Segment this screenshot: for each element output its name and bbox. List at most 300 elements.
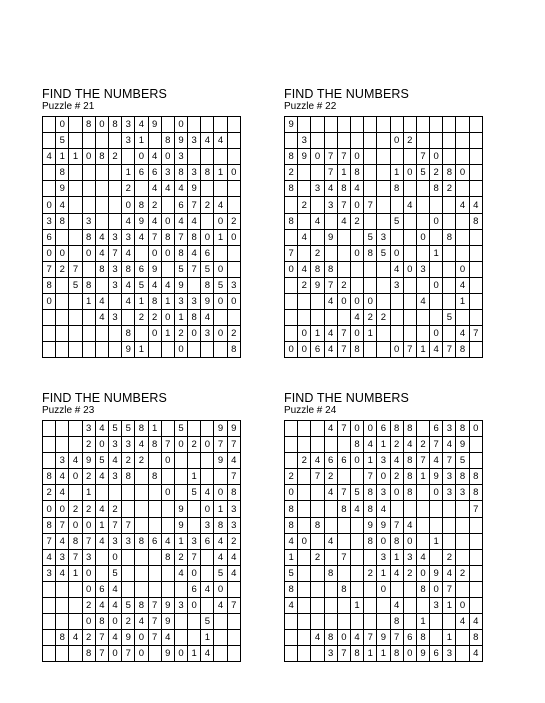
grid-cell: 0 — [350, 326, 363, 342]
grid-cell: 8 — [285, 181, 298, 197]
grid-cell: 4 — [390, 261, 403, 277]
grid-cell: 2 — [148, 310, 161, 326]
grid-cell — [214, 149, 227, 165]
grid-cell — [456, 630, 469, 646]
grid-cell: 4 — [135, 229, 148, 245]
grid-cell — [201, 181, 214, 197]
grid-cell: 8 — [364, 485, 377, 501]
grid-cell — [108, 213, 121, 229]
grid-cell — [469, 165, 482, 181]
grid-cell — [298, 165, 311, 181]
grid-row — [43, 437, 241, 453]
grid-row — [43, 294, 241, 310]
grid-cell — [430, 310, 443, 326]
grid-cell: 4 — [403, 197, 416, 213]
grid-cell: 1 — [135, 294, 148, 310]
grid-cell — [443, 326, 456, 342]
grid-cell — [377, 165, 390, 181]
puzzle-label: Puzzle # — [284, 405, 323, 416]
grid-cell: 0 — [82, 614, 95, 630]
grid-cell: 8 — [108, 117, 121, 133]
grid-cell: 8 — [69, 533, 82, 549]
grid-cell — [416, 277, 429, 293]
grid-cell: 7 — [443, 453, 456, 469]
grid-cell — [377, 342, 390, 358]
grid-cell — [469, 133, 482, 149]
grid-cell: 0 — [95, 437, 108, 453]
grid-cell — [443, 197, 456, 213]
grid-cell: 9 — [148, 117, 161, 133]
grid-cell — [364, 133, 377, 149]
grid-cell: 2 — [285, 165, 298, 181]
grid-row — [43, 342, 241, 358]
grid-cell: 9 — [311, 277, 324, 293]
grid-cell — [311, 165, 324, 181]
grid-row — [285, 581, 483, 597]
grid-cell: 9 — [227, 421, 240, 437]
grid-cell: 0 — [56, 245, 69, 261]
grid-cell: 2 — [337, 277, 350, 293]
grid-cell — [324, 598, 337, 614]
grid-cell — [430, 630, 443, 646]
grid-cell — [161, 342, 174, 358]
grid-cell: 0 — [403, 533, 416, 549]
grid-cell: 7 — [148, 229, 161, 245]
grid-cell — [324, 437, 337, 453]
grid-cell: 2 — [108, 501, 121, 517]
grid-cell — [456, 533, 469, 549]
grid-cell — [456, 549, 469, 565]
grid-cell: 4 — [56, 533, 69, 549]
grid-cell: 3 — [188, 165, 201, 181]
grid-cell — [469, 261, 482, 277]
grid-cell: 9 — [214, 421, 227, 437]
grid-cell: 1 — [188, 646, 201, 662]
grid-cell — [227, 310, 240, 326]
grid-cell: 7 — [337, 326, 350, 342]
grid-cell — [377, 213, 390, 229]
grid-cell: 4 — [324, 485, 337, 501]
grid-cell — [161, 517, 174, 533]
grid-cell — [390, 294, 403, 310]
grid-cell: 0 — [188, 565, 201, 581]
grid-cell: 4 — [122, 294, 135, 310]
grid-cell — [69, 245, 82, 261]
grid-cell — [403, 149, 416, 165]
grid-cell: 0 — [161, 453, 174, 469]
grid-cell: 7 — [337, 149, 350, 165]
grid-cell: 8 — [285, 149, 298, 165]
grid-cell: 0 — [69, 517, 82, 533]
grid-cell — [430, 517, 443, 533]
grid-cell — [403, 326, 416, 342]
grid-cell — [469, 342, 482, 358]
grid-cell — [324, 517, 337, 533]
grid-cell: 0 — [298, 533, 311, 549]
grid-cell: 8 — [43, 469, 56, 485]
grid-cell — [95, 133, 108, 149]
grid-cell: 3 — [188, 294, 201, 310]
grid-cell — [324, 117, 337, 133]
grid-cell — [403, 277, 416, 293]
grid-cell — [56, 326, 69, 342]
grid-cell: 3 — [161, 165, 174, 181]
grid-cell — [214, 469, 227, 485]
grid-cell — [311, 646, 324, 662]
grid-cell: 4 — [122, 213, 135, 229]
grid-cell: 8 — [456, 342, 469, 358]
puzzle-block — [42, 391, 241, 662]
grid-cell: 4 — [416, 294, 429, 310]
grid-cell: 0 — [390, 133, 403, 149]
grid-cell: 0 — [122, 197, 135, 213]
grid-cell — [350, 277, 363, 293]
grid-cell: 2 — [350, 213, 363, 229]
grid-cell — [337, 117, 350, 133]
grid-cell: 8 — [95, 261, 108, 277]
grid-cell: 4 — [443, 565, 456, 581]
grid-cell — [390, 229, 403, 245]
grid-cell — [311, 229, 324, 245]
grid-cell — [285, 229, 298, 245]
grid-cell — [311, 133, 324, 149]
grid-cell — [82, 197, 95, 213]
grid-cell: 0 — [43, 501, 56, 517]
grid-cell — [337, 533, 350, 549]
grid-cell: 7 — [43, 533, 56, 549]
grid-cell — [298, 565, 311, 581]
grid-cell — [201, 149, 214, 165]
grid-cell — [416, 501, 429, 517]
grid-cell: 4 — [298, 261, 311, 277]
grid-cell — [456, 245, 469, 261]
grid-cell: 4 — [324, 326, 337, 342]
grid-cell — [227, 646, 240, 662]
grid-cell — [148, 501, 161, 517]
grid-cell: 7 — [364, 469, 377, 485]
grid-cell — [311, 294, 324, 310]
grid-cell: 3 — [188, 133, 201, 149]
grid-cell: 6 — [337, 453, 350, 469]
grid-cell — [430, 294, 443, 310]
grid-cell: 4 — [43, 549, 56, 565]
grid-cell: 1 — [174, 533, 187, 549]
grid-cell — [69, 646, 82, 662]
grid-cell — [56, 581, 69, 597]
grid-cell: 0 — [350, 453, 363, 469]
grid-cell: 2 — [443, 181, 456, 197]
grid-cell: 0 — [214, 294, 227, 310]
grid-cell: 4 — [350, 181, 363, 197]
grid-cell: 2 — [285, 469, 298, 485]
grid-cell — [56, 614, 69, 630]
grid-cell — [364, 261, 377, 277]
grid-cell: 6 — [430, 421, 443, 437]
grid-cell — [298, 517, 311, 533]
grid-cell: 3 — [43, 213, 56, 229]
grid-cell: 8 — [456, 421, 469, 437]
grid-cell — [122, 310, 135, 326]
grid-cell: 4 — [324, 421, 337, 437]
grid-cell: 2 — [443, 549, 456, 565]
grid-cell: 6 — [403, 630, 416, 646]
puzzle-number: 21 — [83, 101, 95, 112]
grid-cell: 7 — [227, 469, 240, 485]
grid-cell: 2 — [201, 197, 214, 213]
grid-cell: 4 — [227, 549, 240, 565]
grid-cell: 7 — [337, 646, 350, 662]
grid-cell — [82, 181, 95, 197]
grid-row — [285, 533, 483, 549]
grid-cell — [69, 165, 82, 181]
grid-cell — [122, 565, 135, 581]
grid-row — [43, 197, 241, 213]
grid-cell — [227, 581, 240, 597]
grid-cell: 8 — [390, 533, 403, 549]
grid-cell: 7 — [403, 342, 416, 358]
grid-cell — [337, 310, 350, 326]
grid-cell: 0 — [188, 598, 201, 614]
grid-cell: 4 — [56, 197, 69, 213]
grid-cell — [285, 197, 298, 213]
grid-cell: 3 — [377, 453, 390, 469]
grid-row — [43, 261, 241, 277]
grid-row — [43, 165, 241, 181]
grid-cell: 4 — [227, 453, 240, 469]
grid-cell — [377, 133, 390, 149]
puzzle-number: 23 — [83, 405, 95, 416]
grid-cell — [122, 581, 135, 597]
grid-cell — [456, 310, 469, 326]
grid-cell: 4 — [456, 614, 469, 630]
grid-cell — [285, 630, 298, 646]
grid-cell — [135, 245, 148, 261]
grid-row — [43, 630, 241, 646]
grid-cell: 4 — [95, 229, 108, 245]
grid-cell — [82, 133, 95, 149]
grid-cell — [430, 614, 443, 630]
grid-row — [285, 149, 483, 165]
grid-cell: 8 — [227, 485, 240, 501]
grid-row — [285, 245, 483, 261]
grid-cell: 9 — [174, 517, 187, 533]
grid-cell: 5 — [377, 245, 390, 261]
grid-cell: 7 — [188, 197, 201, 213]
grid-cell: 0 — [214, 326, 227, 342]
grid-cell — [148, 485, 161, 501]
grid-cell: 0 — [430, 213, 443, 229]
puzzle-block — [284, 87, 483, 358]
grid-cell: 8 — [122, 261, 135, 277]
grid-cell: 0 — [350, 197, 363, 213]
grid-cell: 7 — [69, 261, 82, 277]
grid-cell: 8 — [324, 261, 337, 277]
grid-cell — [69, 197, 82, 213]
grid-cell — [430, 117, 443, 133]
grid-cell — [350, 614, 363, 630]
grid-cell — [122, 485, 135, 501]
grid-cell: 1 — [416, 342, 429, 358]
grid-cell: 0 — [456, 598, 469, 614]
grid-cell: 1 — [161, 294, 174, 310]
grid-cell — [298, 245, 311, 261]
grid-cell: 3 — [82, 549, 95, 565]
grid-cell — [174, 581, 187, 597]
grid-cell: 4 — [214, 197, 227, 213]
grid-cell: 0 — [416, 565, 429, 581]
grid-cell: 7 — [285, 245, 298, 261]
grid-cell — [285, 614, 298, 630]
grid-cell: 3 — [174, 598, 187, 614]
grid-cell: 8 — [135, 533, 148, 549]
grid-cell — [350, 117, 363, 133]
grid-cell: 0 — [135, 630, 148, 646]
grid-cell: 0 — [82, 565, 95, 581]
grid-cell: 9 — [201, 294, 214, 310]
grid-row — [43, 565, 241, 581]
grid-cell — [188, 117, 201, 133]
grid-cell: 0 — [43, 294, 56, 310]
grid-cell: 4 — [469, 197, 482, 213]
grid-cell — [337, 245, 350, 261]
grid-cell: 4 — [214, 598, 227, 614]
grid-cell — [148, 133, 161, 149]
grid-cell: 0 — [201, 501, 214, 517]
grid-cell: 6 — [135, 261, 148, 277]
grid-cell: 8 — [148, 437, 161, 453]
grid-cell — [214, 646, 227, 662]
grid-cell: 3 — [108, 437, 121, 453]
grid-cell — [285, 326, 298, 342]
grid-cell — [416, 197, 429, 213]
grid-cell — [82, 342, 95, 358]
grid-cell: 3 — [122, 133, 135, 149]
grid-cell: 1 — [430, 533, 443, 549]
grid-cell: 8 — [324, 565, 337, 581]
grid-cell: 9 — [416, 646, 429, 662]
grid-cell: 8 — [201, 165, 214, 181]
grid-cell: 8 — [430, 181, 443, 197]
grid-cell: 9 — [161, 614, 174, 630]
grid-cell: 1 — [69, 565, 82, 581]
grid-cell — [201, 117, 214, 133]
grid-cell — [416, 117, 429, 133]
grid-cell — [56, 229, 69, 245]
grid-cell — [43, 133, 56, 149]
grid-cell: 8 — [337, 501, 350, 517]
grid-cell — [69, 598, 82, 614]
grid-cell: 3 — [403, 549, 416, 565]
grid-cell: 8 — [135, 197, 148, 213]
grid-cell: 8 — [82, 646, 95, 662]
grid-cell — [390, 197, 403, 213]
grid-cell — [298, 646, 311, 662]
grid-cell — [364, 614, 377, 630]
grid-cell — [311, 598, 324, 614]
grid-cell — [56, 421, 69, 437]
grid-cell — [377, 197, 390, 213]
grid-cell: 0 — [350, 421, 363, 437]
grid-cell: 5 — [456, 453, 469, 469]
grid-cell — [95, 565, 108, 581]
grid-row — [285, 598, 483, 614]
puzzle-number-line — [42, 405, 241, 417]
grid-cell — [298, 501, 311, 517]
grid-row — [285, 261, 483, 277]
grid-cell: 1 — [456, 294, 469, 310]
grid-cell: 3 — [122, 229, 135, 245]
grid-cell: 8 — [56, 213, 69, 229]
grid-cell: 6 — [148, 533, 161, 549]
grid-cell: 0 — [135, 149, 148, 165]
grid-cell: 4 — [188, 245, 201, 261]
grid-cell: 2 — [364, 310, 377, 326]
grid-row — [285, 630, 483, 646]
grid-cell: 9 — [161, 598, 174, 614]
grid-cell — [364, 342, 377, 358]
grid-cell: 3 — [188, 533, 201, 549]
grid-cell: 1 — [390, 165, 403, 181]
grid-cell: 0 — [108, 614, 121, 630]
grid-cell: 3 — [82, 213, 95, 229]
grid-cell: 3 — [227, 501, 240, 517]
grid-cell — [69, 485, 82, 501]
grid-cell: 2 — [135, 453, 148, 469]
grid-cell: 4 — [298, 229, 311, 245]
grid-cell — [364, 598, 377, 614]
grid-cell: 7 — [174, 229, 187, 245]
grid-cell — [403, 614, 416, 630]
grid-cell: 4 — [56, 565, 69, 581]
grid-cell — [43, 310, 56, 326]
grid-cell: 4 — [201, 646, 214, 662]
grid-cell — [403, 229, 416, 245]
grid-cell — [298, 437, 311, 453]
grid-cell — [469, 277, 482, 293]
grid-row — [43, 229, 241, 245]
grid-cell — [377, 598, 390, 614]
grid-cell: 4 — [161, 630, 174, 646]
grid-cell: 7 — [469, 501, 482, 517]
grid-cell: 0 — [188, 326, 201, 342]
grid-cell: 4 — [337, 213, 350, 229]
grid-cell — [201, 342, 214, 358]
grid-cell: 1 — [82, 294, 95, 310]
grid-cell: 5 — [174, 421, 187, 437]
grid-cell — [148, 581, 161, 597]
grid-cell: 1 — [95, 517, 108, 533]
grid-cell — [350, 549, 363, 565]
grid-cell — [298, 213, 311, 229]
grid-cell: 4 — [390, 453, 403, 469]
grid-cell: 3 — [377, 229, 390, 245]
grid-cell: 0 — [95, 117, 108, 133]
grid-cell: 9 — [214, 453, 227, 469]
grid-cell: 4 — [377, 501, 390, 517]
grid-cell: 3 — [122, 437, 135, 453]
grid-cell — [95, 197, 108, 213]
grid-cell: 0 — [82, 245, 95, 261]
grid-cell — [456, 117, 469, 133]
grid-cell: 8 — [350, 165, 363, 181]
grid-cell: 2 — [43, 485, 56, 501]
grid-cell: 4 — [43, 149, 56, 165]
grid-cell — [43, 581, 56, 597]
grid-cell: 6 — [95, 581, 108, 597]
grid-cell — [298, 310, 311, 326]
grid-cell: 1 — [214, 229, 227, 245]
grid-row — [285, 565, 483, 581]
